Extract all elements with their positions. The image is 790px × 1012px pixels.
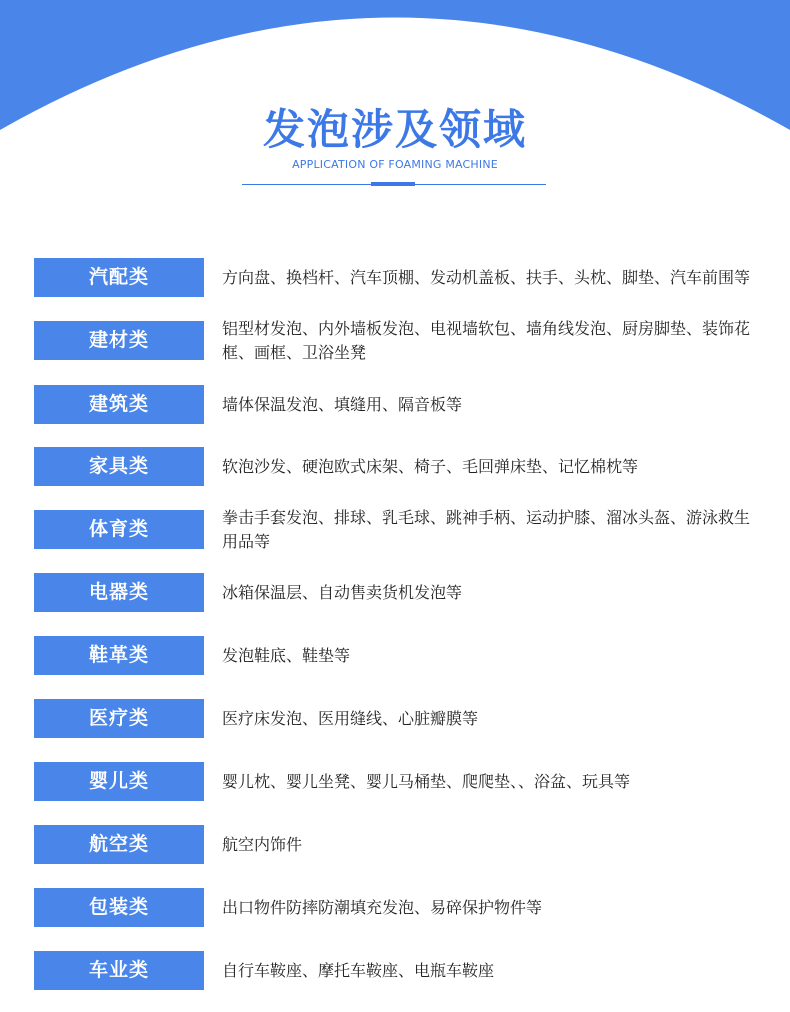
category-row xyxy=(0,878,790,938)
category-tag: 鞋革类 xyxy=(34,636,204,675)
category-description: 软泡沙发、硬泡欧式床架、椅子、毛回弹床垫、记忆棉枕等 xyxy=(222,457,639,476)
category-row xyxy=(0,815,790,875)
page-subtitle: APPLICATION OF FOAMING MACHINE xyxy=(292,158,498,171)
category-description: 自行车鞍座、摩托车鞍座、电瓶车鞍座 xyxy=(222,961,495,980)
category-row xyxy=(0,941,790,1001)
category-description: 医疗床发泡、医用缝线、心脏瓣膜等 xyxy=(222,709,479,728)
category-row xyxy=(0,500,790,560)
category-description: 方向盘、换档杆、汽车顶棚、发动机盖板、扶手、头枕、脚垫、汽车前围等 xyxy=(222,268,751,287)
page-title: 发泡涉及领域 xyxy=(262,105,527,154)
category-description: 婴儿枕、婴儿坐凳、婴儿马桶垫、爬爬垫、、浴盆、玩具等 xyxy=(222,772,631,791)
category-description: 铝型材发泡、内外墙板发泡、电视墙软包、墙角线发泡、厨房脚垫、装饰花框、画框、卫浴坐凳 xyxy=(222,319,751,362)
category-row xyxy=(0,437,790,497)
category-description: 墙体保温发泡、填缝用、隔音板等 xyxy=(222,395,463,414)
category-row xyxy=(0,689,790,749)
category-tag: 电器类 xyxy=(34,573,204,612)
category-description: 冰箱保温层、自动售卖货机发泡等 xyxy=(222,583,463,602)
category-tag: 体育类 xyxy=(34,510,204,549)
category-tag: 建材类 xyxy=(34,321,204,360)
category-description: 出口物件防摔防潮填充发泡、易碎保护物件等 xyxy=(222,898,543,917)
category-row xyxy=(0,752,790,812)
category-row xyxy=(0,375,790,435)
category-row xyxy=(0,248,790,308)
category-row xyxy=(0,626,790,686)
category-tag: 汽配类 xyxy=(34,258,204,297)
category-tag: 车业类 xyxy=(34,951,204,990)
category-tag: 包装类 xyxy=(34,888,204,927)
title-divider-accent xyxy=(371,182,415,186)
category-tag: 航空类 xyxy=(34,825,204,864)
category-tag: 建筑类 xyxy=(34,385,204,424)
category-description: 航空内饰件 xyxy=(222,835,303,854)
category-description: 发泡鞋底、鞋垫等 xyxy=(222,646,351,665)
category-description: 拳击手套发泡、排球、乳毛球、跳神手柄、运动护膝、溜冰头盔、游泳救生用品等 xyxy=(222,508,751,551)
category-tag: 医疗类 xyxy=(34,699,204,738)
category-tag: 家具类 xyxy=(34,447,204,486)
category-tag: 婴儿类 xyxy=(34,762,204,801)
category-row xyxy=(0,563,790,623)
category-row xyxy=(0,311,790,371)
